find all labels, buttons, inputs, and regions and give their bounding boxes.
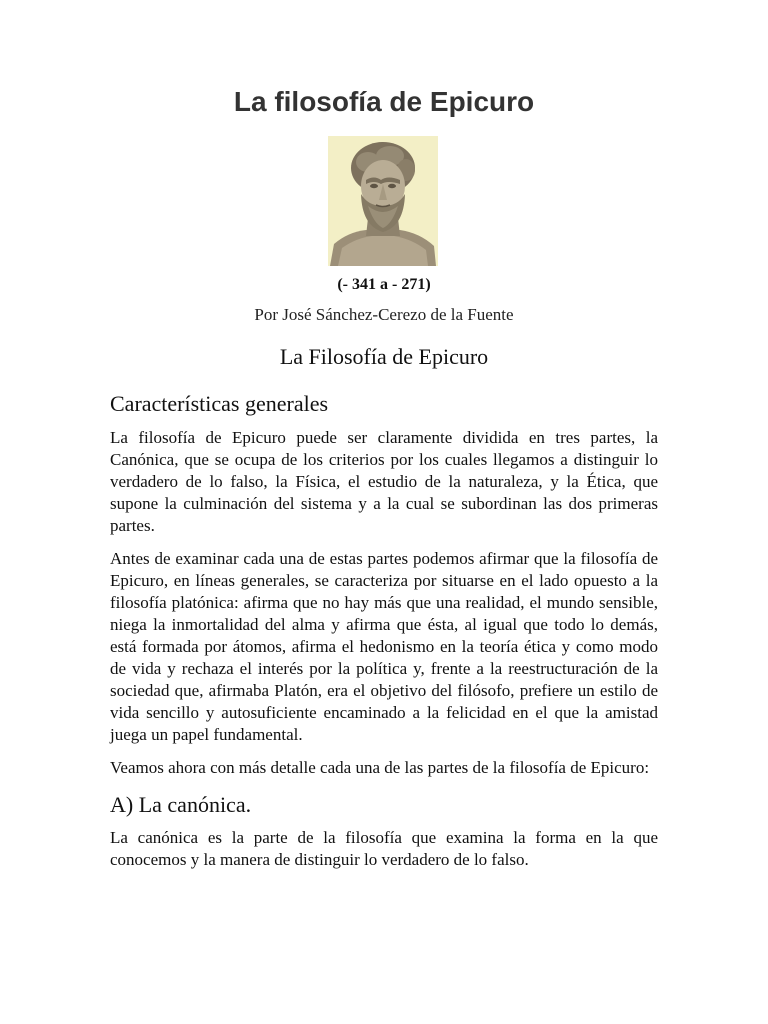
paragraph: Antes de examinar cada una de estas partes podemos afirmar que la filosofía de Epicuro, en líneas generales, se caracteriza por situarse en el lado opuesto a la filosofía platónica: afirma que no hay más que una realidad, el mundo sensible, niega la inmortalidad del alma y afirma que ésta, al igual que todo lo demás, está formada por átomos, afirma el hedonismo en la teoría ética y como modo de vida y rechaza el interés por la política y, frente a la reestructuración de la sociedad que, afirmaba Platón, era el objetivo del filósofo, prefiere un estilo de vida sencillo y autosuficiente encaminado a la felicidad en el que la amistad juega un papel fundamental. — [110, 548, 658, 744]
document-title: La filosofía de Epicuro — [233, 86, 535, 117]
epicurus-bust-portrait — [328, 136, 438, 266]
paragraph: Veamos ahora con más detalle cada una de las partes de la filosofía de Epicuro: — [110, 757, 650, 777]
life-dates: (- 341 a - 271) — [337, 276, 431, 293]
paragraph: La filosofía de Epicuro puede ser claramente dividida en tres partes, la Canónica, que se ocupa de los criterios por los cuales llegamos a distinguir lo verdadero de lo falso, la Física, el estudio de la naturaleza, y la Ética, que supone la culminación del sistema y a la cual se subordinan las dos primeras partes. — [110, 427, 658, 535]
heading-canonica: A) La canónica. — [110, 791, 252, 817]
heading-general-characteristics: Características generales — [110, 391, 329, 416]
author-line: Por José Sánchez-Cerezo de la Fuente — [254, 305, 514, 324]
bust-icon — [328, 136, 438, 266]
section-title: La Filosofía de Epicuro — [279, 344, 489, 369]
document-body — [110, 390, 658, 882]
paragraph: La canónica es la parte de la filosofía que examina la forma en la que conocemos y la manera de distinguir lo verdadero de lo falso. — [110, 828, 658, 870]
